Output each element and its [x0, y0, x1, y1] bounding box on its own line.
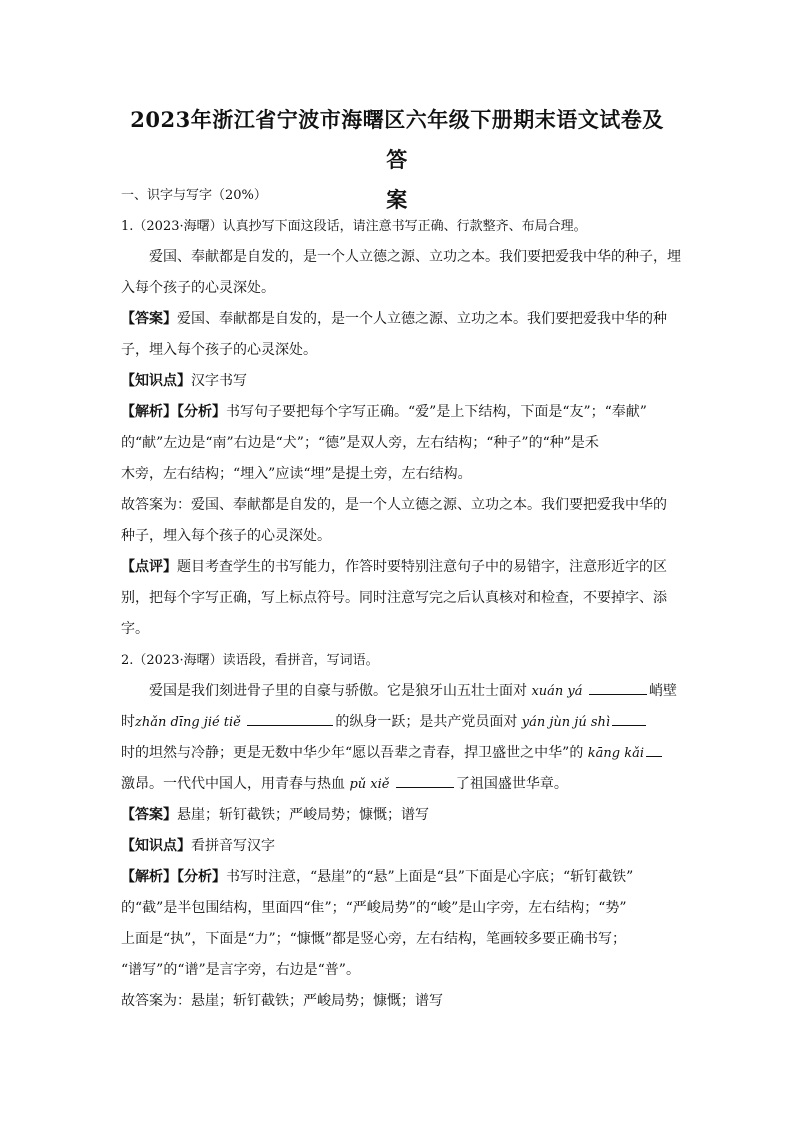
q2-answer	[121, 800, 681, 831]
q1-final-line-1: 故答案为：爱国、奉献都是自发的，是一个人立德之源、立功之本。我们要把爱我中华的	[121, 497, 667, 513]
q2-passage-line-2	[121, 707, 681, 738]
q2-final: 故答案为：悬崖；斩钉截铁；严峻局势；慷慨；谱写	[121, 993, 443, 1009]
analysis-label: 【解析】【分析】	[121, 869, 226, 885]
q2-passage-line-4	[121, 769, 681, 800]
q1-passage-line-1: 爱国、奉献都是自发的，是一个人立德之源、立功之本。我们要把爱我中华的种子，埋	[149, 249, 681, 265]
q2-text: 峭壁	[648, 683, 677, 699]
comment-label: 【点评】	[121, 559, 177, 575]
title-line-1: 2023年浙江省宁波市海曙区六年级下册期末语文试卷及答	[130, 107, 664, 172]
q1-passage-line-2: 入每个孩子的心灵深处。	[121, 280, 275, 296]
q1-analysis	[121, 397, 681, 428]
q1-comment	[121, 552, 681, 583]
pinyin-prompt: xuán yá	[531, 684, 583, 699]
analysis-line-1: 书写句子要把每个字写正确。“爱”是上下结构，下面是“友”；“奉献”	[226, 404, 647, 420]
q2-text: 时	[121, 714, 135, 730]
q1-analysis-line-3: 木旁，左右结构；“埋入”应读“埋”是提土旁，左右结构。	[121, 466, 472, 482]
knowledge-label: 【知识点】	[121, 373, 191, 389]
analysis-label: 【解析】【分析】	[121, 404, 226, 420]
q1-answer	[121, 304, 681, 335]
answer-blank[interactable]	[589, 678, 647, 695]
answer-blank[interactable]	[247, 709, 333, 726]
q2-analysis-line-4: “谱写”的“谱”是言字旁，右边是“普”。	[121, 962, 360, 978]
q2-analysis	[121, 862, 681, 893]
q1-answer-line-2: 子，埋入每个孩子的心灵深处。	[121, 342, 317, 358]
q2-text: 了祖国盛世华章。	[455, 776, 568, 792]
answer-label: 【答案】	[121, 311, 177, 327]
knowledge-label: 【知识点】	[121, 838, 191, 854]
answer-text: 悬崖；斩钉截铁；严峻局势；慷慨；谱写	[177, 807, 429, 823]
q2-text: 时的坦然与冷静；更是无数中华少年“愿以吾辈之青春，捍卫盛世之中华”的	[121, 745, 584, 761]
answer-text-line-1: 爱国、奉献都是自发的，是一个人立德之源、立功之本。我们要把爱我中华的种	[177, 311, 667, 327]
analysis-line-1: 书写时注意，“悬崖”的“悬”上面是“县”下面是心字底；“斩钉截铁”	[226, 869, 634, 885]
q1-comment-line-2: 别，把每个字写正确，写上标点符号。同时注意写完之后认真核对和检查，不要掉字、添	[121, 590, 667, 606]
q2-prompt: 2.（2023·海曙）读语段，看拼音，写词语。	[121, 653, 379, 668]
q2-knowledge	[121, 831, 681, 862]
q1-final-line-2: 种子，埋入每个孩子的心灵深处。	[121, 528, 331, 544]
comment-line-1: 题目考查学生的书写能力，作答时要特别注意句子中的易错字，注意形近字的区	[177, 559, 667, 575]
knowledge-text: 看拼音写汉字	[191, 838, 275, 854]
pinyin-prompt: kāng kǎi	[587, 746, 645, 761]
q2-analysis-line-2: 的“截”是半包围结构，里面四“隹”；“严峻局势”的“峻”是山字旁，左右结构；“势”	[121, 900, 627, 916]
q1-analysis-line-2: 的“献”左边是“南”右边是“犬”；“德”是双人旁，左右结构；“种子”的“种”是禾	[121, 435, 599, 451]
document-body	[121, 180, 681, 1017]
knowledge-text: 汉字书写	[191, 373, 247, 389]
answer-blank[interactable]	[612, 709, 646, 726]
q1-knowledge	[121, 366, 681, 397]
q2-passage-line-1	[121, 676, 681, 707]
pinyin-prompt: zhǎn dīng jié tiě	[135, 715, 241, 730]
pinyin-prompt: pǔ xiě	[349, 777, 390, 792]
answer-label: 【答案】	[121, 807, 177, 823]
pinyin-prompt: yán jùn jú shì	[521, 715, 611, 730]
q1-prompt: 1.（2023·海曙）认真抄写下面这段话，请注意书写正确、行款整齐、布局合理。	[121, 219, 587, 234]
q2-text: 爱国是我们刻进骨子里的自豪与骄傲。它是狼牙山五壮士面对	[149, 683, 527, 699]
q1-comment-line-3: 字。	[121, 621, 149, 637]
title-line-2: 案	[386, 187, 408, 212]
q2-passage-line-3	[121, 738, 681, 769]
answer-blank[interactable]	[396, 771, 454, 788]
section-heading: 一、识字与写字（20%）	[121, 188, 267, 203]
q2-analysis-line-3: 上面是“执”，下面是“力”；“慷慨”都是竖心旁，左右结构，笔画较多要正确书写；	[121, 931, 626, 947]
answer-blank[interactable]	[646, 740, 662, 757]
q2-text: 的纵身一跃；是共产党员面对	[335, 714, 518, 730]
q2-text: 激昂。一代代中国人，用青春与热血	[121, 776, 345, 792]
